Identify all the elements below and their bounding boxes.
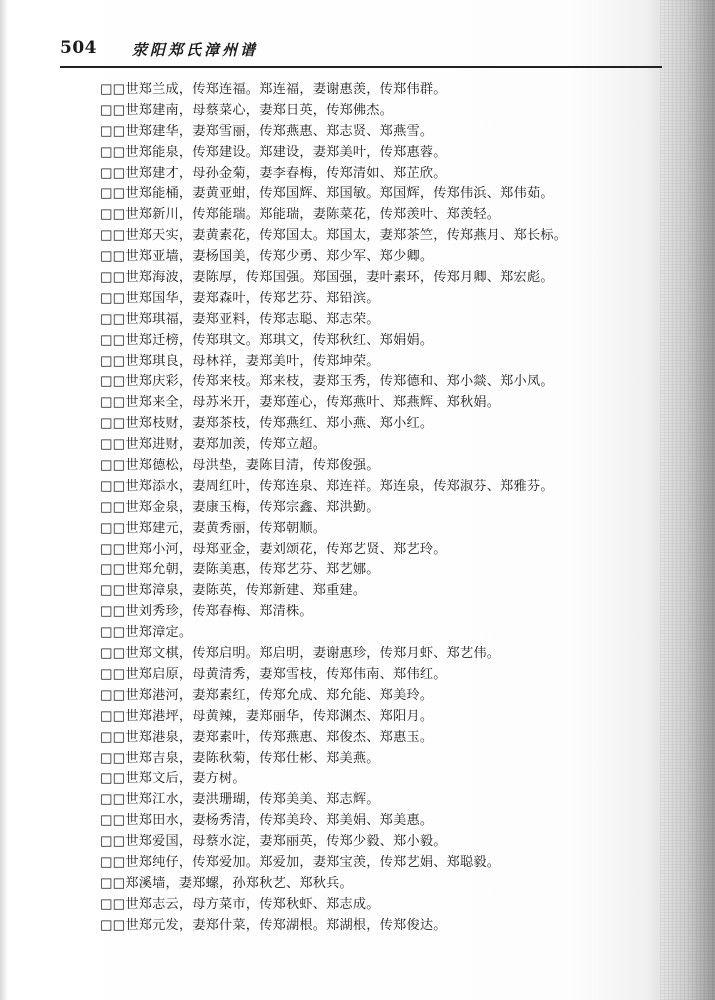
- genealogy-entry: □□世郑添水，妻周红叶，传郑连泉、郑连祥。郑连泉，传郑淑芬、郑雅芬。: [100, 478, 554, 494]
- page-header: [60, 38, 660, 68]
- genealogy-entry: □□世郑建才，母孙金菊，妻李春梅，传郑清如、郑芷欣。: [100, 165, 447, 181]
- genealogy-entry: □□世郑文后，妻方树。: [100, 771, 246, 787]
- genealogy-entry: □□世郑迁榜，传郑琪文。郑琪文，传郑秋红、郑娟娟。: [100, 332, 434, 348]
- page-number: 504: [60, 38, 97, 58]
- genealogy-entry: □□世刘秀珍，传郑春梅、郑清株。: [100, 604, 313, 620]
- scan-edge-noise: [660, 0, 715, 1000]
- genealogy-entry: □□世郑爱国，母蔡水淀，妻郑丽英，传郑少毅、郑小毅。: [100, 834, 447, 850]
- genealogy-entry: □□世郑允朝，妻陈美惠，传郑艺芬、郑艺娜。: [100, 562, 380, 578]
- genealogy-entry: □□世郑德松，母洪垫，妻陈目清，传郑俊强。: [100, 458, 380, 474]
- genealogy-entry: □□世郑能泉，传郑建设。郑建设，妻郑美叶，传郑惠蓉。: [100, 144, 447, 160]
- genealogy-entry: □□世郑文棋，传郑启明。郑启明，妻谢惠珍，传郑月虾、郑艺伟。: [100, 646, 501, 662]
- genealogy-entry: □□世郑枝财，妻郑茶枝，传郑燕红、郑小燕、郑小红。: [100, 416, 434, 432]
- genealogy-entry: □□世郑漳泉，妻陈英，传郑新建、郑重建。: [100, 583, 367, 599]
- genealogy-entry: □□世郑建元，妻黄秀丽，传郑朝顺。: [100, 520, 327, 536]
- genealogy-entry: □□世郑进财，妻郑加羡，传郑立超。: [100, 437, 327, 453]
- book-title: 荥阳郑氏漳州谱: [132, 41, 259, 59]
- genealogy-entry: □□世郑金泉，妻康玉梅，传郑宗鑫、郑洪勤。: [100, 499, 380, 515]
- genealogy-entry: □□世郑港坪，母黄辣，妻郑丽华，传郑渊杰、郑阳月。: [100, 708, 434, 724]
- genealogy-entry: □□世郑漳定。: [100, 625, 193, 641]
- genealogy-entry: □□世郑港河，妻郑素红，传郑允成、郑允能、郑美玲。: [100, 687, 434, 703]
- genealogy-entry: □□世郑启原，母黄清秀，妻郑雪枝，传郑伟南、郑伟红。: [100, 666, 447, 682]
- genealogy-entry: □□世郑建南，母蔡菜心，妻郑日英，传郑佛杰。: [100, 102, 394, 118]
- genealogy-entry: □□世郑天实，妻黄素花，传郑国太。郑国太，妻郑茶竺，传郑燕月、郑长标。: [100, 228, 568, 244]
- page-spine-shadow: [0, 0, 8, 1000]
- genealogy-entry: □□世郑兰成，传郑连福。郑连福，妻谢惠羡，传郑伟群。: [100, 82, 447, 97]
- genealogy-entry: □□世郑琪福，妻郑亚料，传郑志聪、郑志荣。: [100, 311, 380, 327]
- genealogy-entry: □□世郑亚墙，妻杨国美，传郑少勇、郑少军、郑少卿。: [100, 249, 434, 265]
- genealogy-entry: □□世郑港泉，妻郑素叶，传郑燕惠、郑俊杰、郑惠玉。: [100, 729, 434, 745]
- genealogy-entry: □□世郑能桶，妻黄亚蚶，传郑国辉、郑国敏。郑国辉，传郑伟浜、郑伟茹。: [100, 186, 554, 202]
- genealogy-entry: □□世郑建华，妻郑雪丽，传郑燕惠、郑志贤、郑燕雪。: [100, 123, 434, 139]
- genealogy-entry-list: [100, 80, 660, 937]
- genealogy-entry: □□世郑田水，妻杨秀清，传郑美玲、郑美娟、郑美惠。: [100, 813, 434, 829]
- genealogy-entry: □□世郑志云，母方菜市，传郑秋虾、郑志成。: [100, 896, 380, 912]
- genealogy-entry: □□世郑纯仔，传郑爱加。郑爱加，妻郑宝羡，传郑艺娟、郑聪毅。: [100, 854, 501, 870]
- genealogy-entry: □□世郑海波，妻陈厚，传郑国强。郑国强，妻叶素环，传郑月卿、郑宏彪。: [100, 270, 554, 286]
- genealogy-entry: □□世郑庆彩，传郑来枝。郑来枝，妻郑玉秀，传郑德和、郑小燚、郑小凤。: [100, 374, 554, 390]
- genealogy-entry: □□世郑元发，妻郑什菜，传郑湖根。郑湖根，传郑俊达。: [100, 917, 447, 933]
- genealogy-entry: □□郑溪墙，妻郑螺，孙郑秋艺、郑秋兵。: [100, 875, 353, 891]
- genealogy-entry: □□世郑国华，妻郑森叶，传郑艺芬、郑铅滨。: [100, 290, 380, 306]
- genealogy-entry: □□世郑琪良，母林祥，妻郑美叶，传郑坤荣。: [100, 353, 380, 369]
- genealogy-entry: □□世郑来全，母苏米开，妻郑莲心，传郑燕叶、郑燕辉、郑秋娟。: [100, 395, 501, 411]
- genealogy-entry: □□世郑江水，妻洪珊瑚，传郑美美、郑志辉。: [100, 792, 380, 808]
- genealogy-entry: □□世郑新川，传郑能瑞。郑能瑞，妻陈菜花，传郑羡叶、郑羡轻。: [100, 207, 501, 223]
- header-rule: [60, 66, 662, 68]
- genealogy-entry: □□世郑吉泉，妻陈秋菊，传郑仕彬、郑美燕。: [100, 750, 380, 766]
- genealogy-entry: □□世郑小河，母郑亚金，妻刘颂花，传郑艺贤、郑艺玲。: [100, 541, 447, 557]
